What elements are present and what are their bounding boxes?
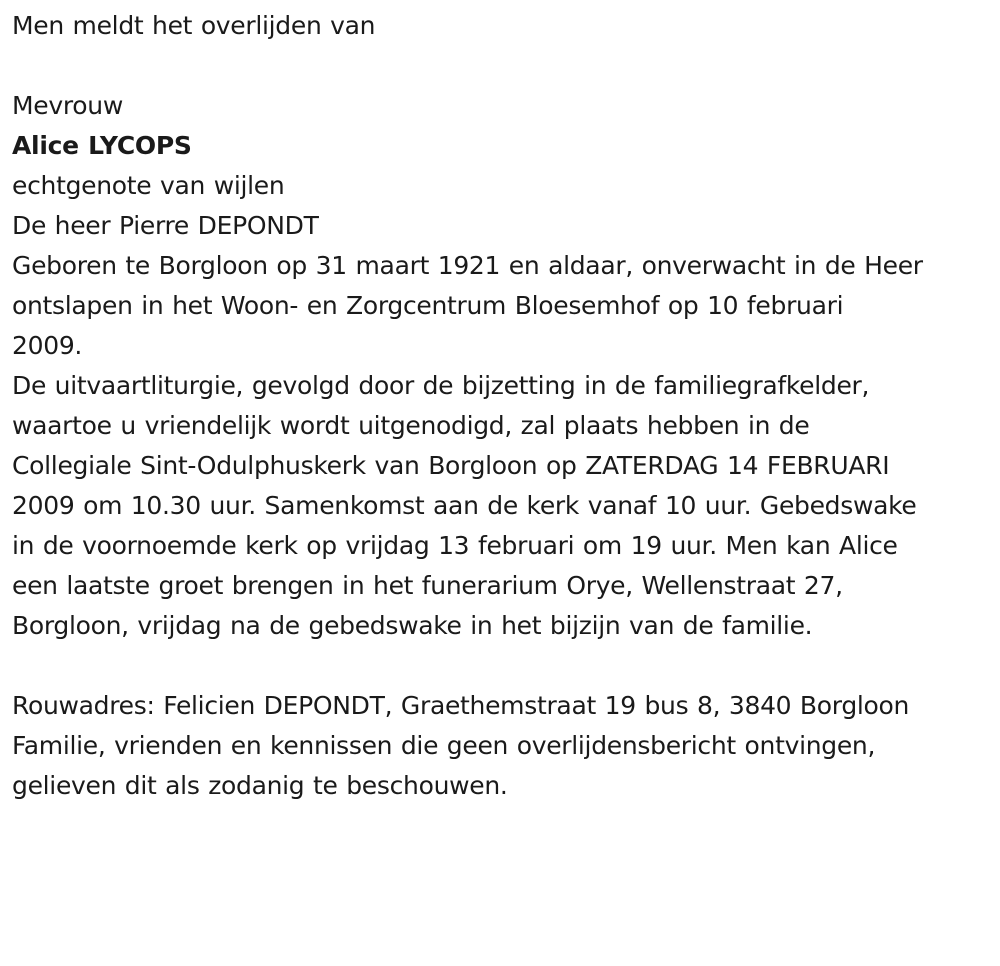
death-notice (12, 6, 992, 806)
funeral-line: in de voornoemde kerk op vrijdag 13 februari om 19 uur. Men kan Alice (12, 531, 898, 560)
funeral-line: waartoe u vriendelijk wordt uitgenodigd, zal plaats hebben in de (12, 411, 810, 440)
closing-paragraph (12, 726, 987, 806)
funeral-paragraph (12, 366, 987, 646)
intro-text: Men meldt het overlijden van (12, 11, 376, 40)
birth-line: ontslapen in het Woon- en Zorgcentrum Bloesemhof op 10 februari (12, 291, 844, 320)
funeral-line: een laatste groet brengen in het funerarium Orye, Wellenstraat 27, (12, 571, 843, 600)
closing-line: gelieven dit als zodanig te beschouwen. (12, 771, 508, 800)
salutation: Mevrouw (12, 91, 123, 120)
closing-line: Familie, vrienden en kennissen die geen overlijdensbericht ontvingen, (12, 731, 876, 760)
funeral-line: Collegiale Sint-Odulphuskerk van Borgloon op ZATERDAG 14 FEBRUARI (12, 451, 890, 480)
mourning-address: Rouwadres: Felicien DEPONDT, Graethemstraat 19 bus 8, 3840 Borgloon (12, 691, 910, 720)
relation-text: echtgenote van wijlen (12, 171, 285, 200)
spouse-name: De heer Pierre DEPONDT (12, 211, 319, 240)
funeral-line: Borgloon, vrijdag na de gebedswake in het bijzijn van de familie. (12, 611, 813, 640)
birth-line: Geboren te Borgloon op 31 maart 1921 en aldaar, onverwacht in de Heer (12, 251, 923, 280)
birth-line: 2009. (12, 331, 83, 360)
deceased-name: Alice LYCOPS (12, 131, 192, 160)
funeral-line: 2009 om 10.30 uur. Samenkomst aan de kerk vanaf 10 uur. Gebedswake (12, 491, 917, 520)
funeral-line: De uitvaartliturgie, gevolgd door de bijzetting in de familiegrafkelder, (12, 371, 870, 400)
birth-paragraph (12, 246, 987, 366)
